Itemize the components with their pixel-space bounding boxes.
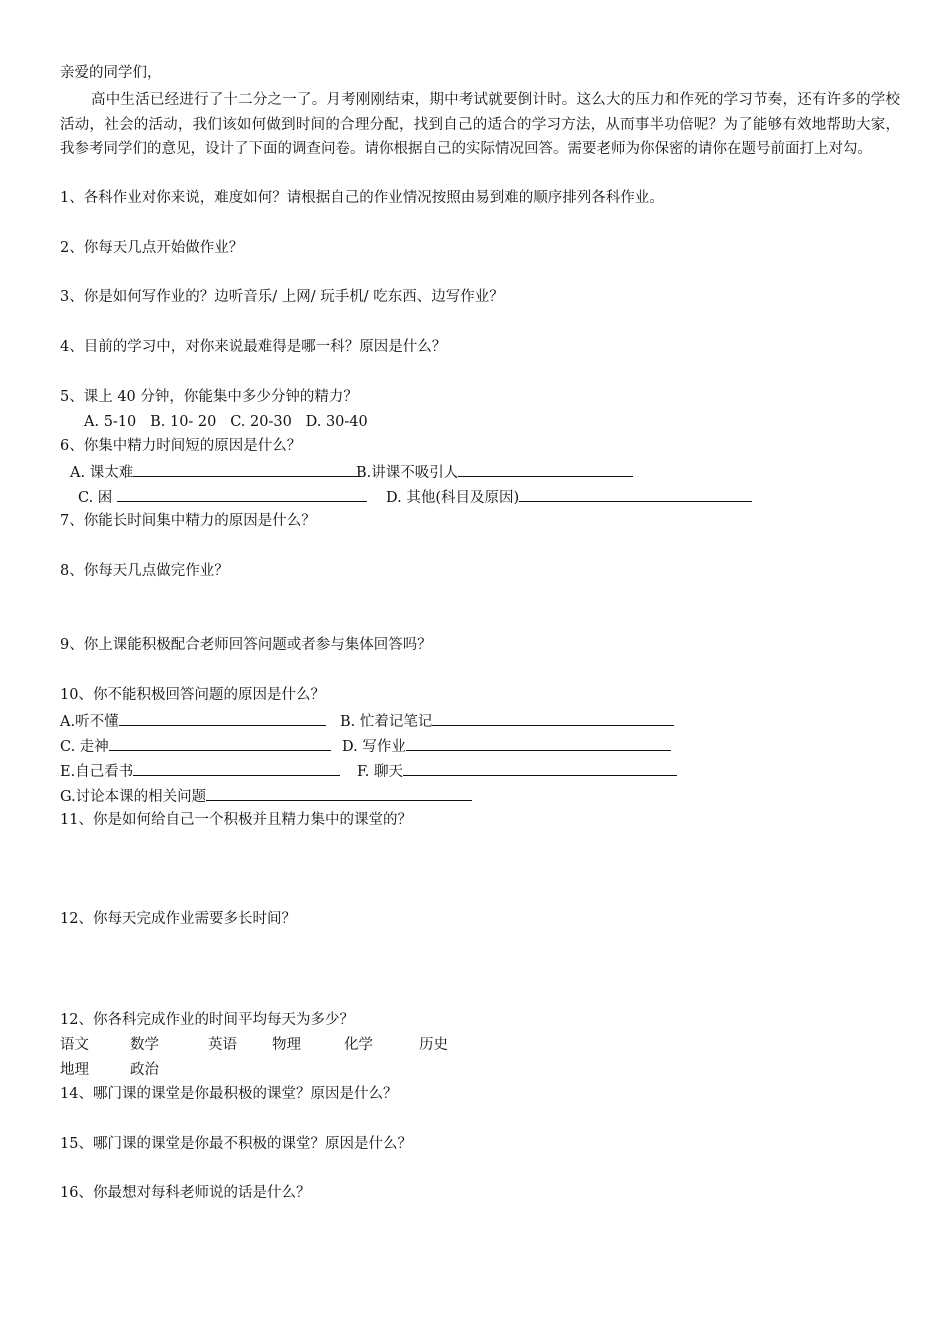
option-d-label: D. 其他(科目及原因) (386, 490, 520, 506)
intro-paragraph: 高中生活已经进行了十二分之一了。月考刚刚结束，期中考试就要倒计时。这么大的压力和作死的学习节奏，还有许多的学校活动，社会的活动，我们该如何做到时间的合理分配，找到自己的适合的学习方法，从而事半功倍呢？为了能够有效地帮助大家，我参考同学们的意见，设计了下面的调查问卷。请你根据自己的实际情况回答。需要老师为你保密的请你在题号前面打上对勾。 (60, 92, 900, 157)
subject-chemistry: 化学 (344, 1037, 373, 1053)
salutation: 亲爱的同学们， (60, 65, 162, 81)
question-10-option-d (342, 735, 671, 757)
question-10-option-e (60, 760, 340, 782)
subject-chinese: 语文 (60, 1037, 89, 1053)
option-f-label: F. 聊天 (357, 764, 404, 780)
question-6-option-b (356, 461, 633, 483)
answer-blank[interactable] (133, 461, 361, 477)
option-g-label: G.讨论本课的相关问题 (60, 789, 207, 805)
question-4: 4、目前的学习中，对你来说最难得是哪一科？原因是什么？ (60, 339, 447, 355)
question-14: 14、哪门课的课堂是你最积极的课堂？原因是什么？ (60, 1086, 398, 1102)
answer-blank[interactable] (117, 486, 367, 502)
answer-blank[interactable] (206, 785, 472, 801)
question-10: 10、你不能积极回答问题的原因是什么？ (60, 687, 325, 703)
answer-blank[interactable] (109, 735, 331, 751)
question-10-option-a (60, 710, 326, 732)
option-b-label: B.讲课不吸引人 (356, 465, 459, 481)
option-b-label: B. 忙着记笔记 (340, 714, 433, 730)
question-9: 9、你上课能积极配合老师回答问题或者参与集体回答吗？ (60, 637, 432, 653)
question-6-option-d (386, 486, 752, 508)
question-12-subjects: 12、你各科完成作业的时间平均每天为多少？ (60, 1012, 354, 1028)
option-a-label: A. 课太难 (70, 465, 134, 481)
answer-blank[interactable] (406, 735, 671, 751)
subject-english: 英语 (208, 1037, 237, 1053)
question-10-option-c (60, 735, 331, 757)
question-5: 5、课上 40 分钟，你能集中多少分钟的精力？ (60, 389, 358, 405)
subject-geography: 地理 (60, 1062, 89, 1078)
option-c-label: C. 困 (78, 490, 117, 506)
answer-blank[interactable] (432, 710, 674, 726)
option-a-label: A.听不懂 (60, 714, 119, 730)
question-10-option-g (60, 785, 472, 807)
question-11: 11、你是如何给自己一个积极并且精力集中的课堂的？ (60, 812, 412, 828)
question-1: 1、各科作业对你来说，难度如何？请根据自己的作业情况按照由易到难的顺序排列各科作业。 (60, 190, 664, 206)
question-12-time: 12、你每天完成作业需要多长时间？ (60, 911, 296, 927)
subject-math: 数学 (130, 1037, 159, 1053)
answer-blank[interactable] (519, 486, 752, 502)
answer-blank[interactable] (403, 760, 677, 776)
option-d-label: D. 写作业 (342, 739, 406, 755)
question-6: 6、你集中精力时间短的原因是什么？ (60, 438, 302, 454)
answer-blank[interactable] (458, 461, 633, 477)
subject-history: 历史 (419, 1037, 448, 1053)
question-7: 7、你能长时间集中精力的原因是什么？ (60, 513, 316, 529)
answer-blank[interactable] (133, 760, 340, 776)
answer-blank[interactable] (119, 710, 326, 726)
question-8: 8、你每天几点做完作业？ (60, 563, 229, 579)
option-c-label: C. 走神 (60, 739, 109, 755)
question-3: 3、你是如何写作业的？边听音乐/ 上网/ 玩手机/ 吃东西、边写作业？ (60, 289, 504, 305)
question-2: 2、你每天几点开始做作业？ (60, 240, 244, 256)
option-e-label: E.自己看书 (60, 764, 134, 780)
question-10-option-b (340, 710, 674, 732)
subject-politics: 政治 (130, 1062, 159, 1078)
question-10-option-f (357, 760, 677, 782)
question-5-options: A. 5-10 B. 10- 20 C. 20-30 D. 30-40 (84, 414, 368, 430)
subject-physics: 物理 (272, 1037, 301, 1053)
question-16: 16、你最想对每科老师说的话是什么？ (60, 1185, 311, 1201)
question-15: 15、哪门课的课堂是你最不积极的课堂？原因是什么？ (60, 1136, 412, 1152)
question-6-option-c (78, 486, 367, 508)
question-6-option-a (70, 461, 361, 483)
